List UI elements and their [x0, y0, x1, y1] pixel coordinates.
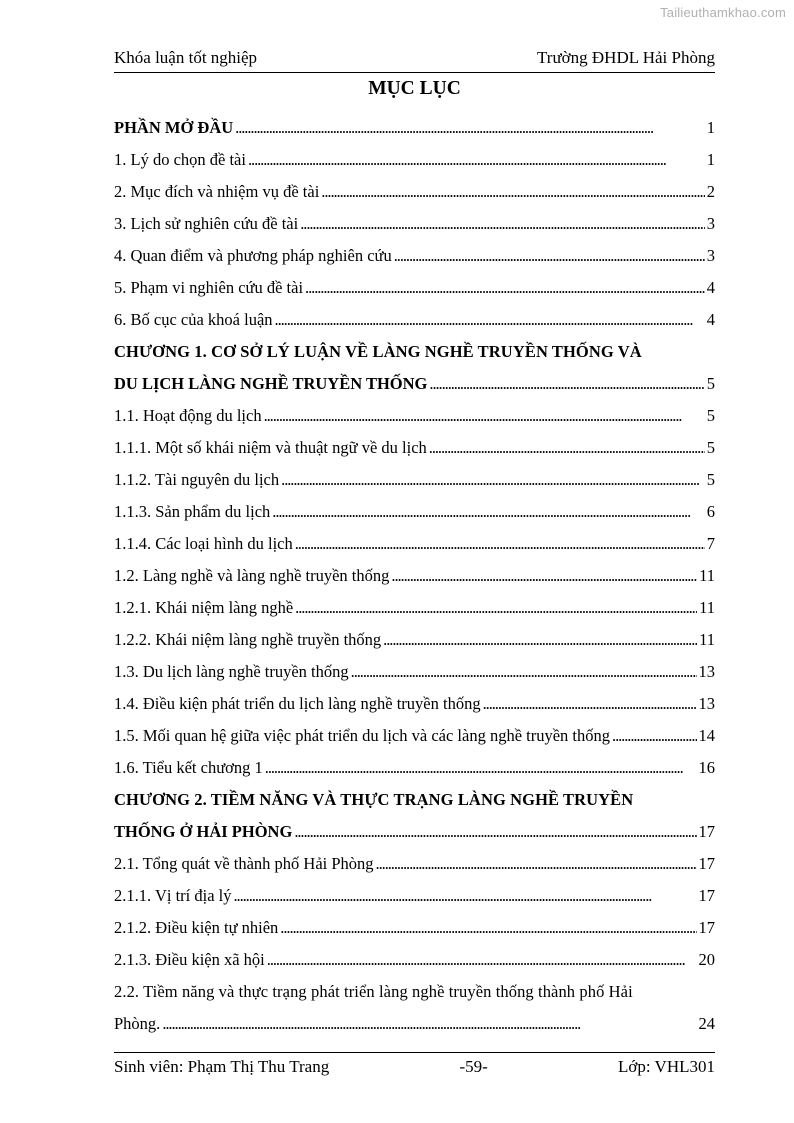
toc-item-page: 5 [706, 470, 715, 489]
page-title: MỤC LỤC [368, 78, 461, 99]
toc-item-page: 5 [706, 438, 715, 457]
page-footer [114, 1052, 715, 1077]
toc-leader-dots [391, 566, 697, 586]
toc-leader-dots [264, 406, 705, 426]
toc-item-page: 20 [698, 950, 715, 969]
toc-item-title: 1.2. Làng nghề và làng nghề truyền thống [114, 566, 390, 585]
toc-item-title: 1.5. Mối quan hệ giữa việc phát triển du lịch và các làng nghề truyền thống [114, 726, 611, 745]
toc-item[interactable] [114, 144, 715, 176]
toc-leader-dots [394, 246, 705, 266]
toc-item[interactable] [114, 912, 715, 944]
toc-item[interactable] [114, 432, 715, 464]
toc-leader-dots [267, 950, 697, 970]
toc-item-title: 1.1.4. Các loại hình du lịch [114, 534, 293, 553]
toc-item-title: 1. Lý do chọn đề tài [114, 150, 246, 169]
toc-leader-dots [235, 118, 705, 138]
toc-item-title: CHƯƠNG 1. CƠ SỞ LÝ LUẬN VỀ LÀNG NGHỀ TRUYỀN THỐNG VÀ [114, 342, 642, 361]
toc-item-page: 4 [706, 278, 715, 297]
toc-item[interactable] [114, 560, 715, 592]
toc-leader-dots [305, 278, 705, 298]
toc-item-page: 17 [698, 918, 715, 937]
toc-leader-dots [281, 470, 705, 490]
toc-leader-dots [233, 886, 696, 906]
table-of-contents [114, 112, 715, 1040]
toc-item-page: 17 [698, 822, 715, 841]
toc-item-title: 2.1.2. Điều kiện tự nhiên [114, 918, 279, 937]
toc-item-page: 11 [699, 598, 715, 617]
footer-student: Sinh viên: Phạm Thị Thu Trang [114, 1057, 330, 1076]
toc-item-page: 16 [698, 758, 715, 777]
toc-item-page: 3 [706, 246, 715, 265]
toc-item[interactable] [114, 944, 715, 976]
toc-item[interactable] [114, 112, 715, 144]
toc-item-page: 1 [706, 118, 715, 137]
toc-item-page: 5 [706, 374, 715, 393]
toc-leader-dots [351, 662, 697, 682]
toc-item[interactable] [114, 688, 715, 720]
toc-item-page: 13 [698, 662, 715, 681]
toc-item[interactable] [114, 720, 715, 752]
toc-item-page: 4 [706, 310, 715, 329]
toc-item[interactable] [114, 976, 715, 1008]
toc-leader-dots [429, 438, 705, 458]
toc-item-title: 2. Mục đích và nhiệm vụ đề tài [114, 182, 320, 201]
toc-item[interactable] [114, 464, 715, 496]
toc-leader-dots [275, 310, 705, 330]
toc-leader-dots [383, 630, 697, 650]
toc-leader-dots [483, 694, 697, 714]
toc-item-page: 5 [706, 406, 715, 425]
toc-leader-dots [272, 502, 704, 522]
toc-item-title: 1.4. Điều kiện phát triển du lịch làng nghề truyền thống [114, 694, 481, 713]
toc-item-title: 2.1.1. Vị trí địa lý [114, 886, 232, 905]
toc-leader-dots [295, 598, 697, 618]
toc-item-title: 1.2.1. Khái niệm làng nghề [114, 598, 294, 617]
toc-leader-dots [162, 1014, 696, 1034]
toc-item-title: 5. Phạm vi nghiên cứu đề tài [114, 278, 304, 297]
toc-item-page: 2 [706, 182, 715, 201]
toc-leader-dots [295, 534, 705, 554]
toc-item-title: Phòng. [114, 1014, 161, 1033]
toc-item[interactable] [114, 784, 715, 816]
toc-item[interactable] [114, 656, 715, 688]
toc-item-title: 6. Bố cục của khoá luận [114, 310, 273, 329]
toc-item-title: 1.1. Hoạt động du lịch [114, 406, 262, 425]
toc-item-title: 4. Quan điểm và phương pháp nghiên cứu [114, 246, 392, 265]
toc-leader-dots [294, 822, 696, 842]
toc-item-title: 1.3. Du lịch làng nghề truyền thống [114, 662, 349, 681]
footer-page-number: -59- [459, 1057, 488, 1076]
watermark: Tailieuthamkhao.com [660, 5, 786, 20]
toc-item-title: PHẦN MỞ ĐẦU [114, 118, 234, 137]
toc-item-page: 6 [706, 502, 715, 521]
toc-item[interactable] [114, 272, 715, 304]
toc-item-title: 1.2.2. Khái niệm làng nghề truyền thống [114, 630, 382, 649]
toc-leader-dots [265, 758, 697, 778]
toc-item-page: 11 [699, 566, 715, 585]
toc-item-title: 1.1.2. Tài nguyên du lịch [114, 470, 280, 489]
toc-item[interactable] [114, 496, 715, 528]
toc-item[interactable] [114, 176, 715, 208]
toc-item[interactable] [114, 752, 715, 784]
toc-item-page: 3 [706, 214, 715, 233]
toc-item-title: 3. Lịch sử nghiên cứu đề tài [114, 214, 299, 233]
toc-leader-dots [321, 182, 704, 202]
toc-item-page: 7 [706, 534, 715, 553]
toc-item-title: DU LỊCH LÀNG NGHỀ TRUYỀN THỐNG [114, 374, 428, 393]
toc-item-page: 1 [706, 150, 715, 169]
toc-item-title: 2.2. Tiềm năng và thực trạng phát triển làng nghề truyền thống thành phố Hải [114, 982, 633, 1001]
toc-item[interactable] [114, 400, 715, 432]
toc-leader-dots [280, 918, 696, 938]
toc-item-title: 1.1.1. Một số khái niệm và thuật ngữ về du lịch [114, 438, 427, 457]
header-right: Trường ĐHDL Hải Phòng [537, 48, 715, 67]
toc-item-page: 24 [698, 1014, 715, 1033]
footer-class: Lớp: VHL301 [618, 1057, 715, 1076]
toc-item[interactable] [114, 368, 715, 400]
toc-item[interactable] [114, 528, 715, 560]
toc-leader-dots [612, 726, 696, 746]
toc-item[interactable] [114, 624, 715, 656]
toc-item[interactable] [114, 848, 715, 880]
toc-leader-dots [300, 214, 705, 234]
toc-item-title: 2.1. Tổng quát về thành phố Hải Phòng [114, 854, 374, 873]
page-header [114, 48, 715, 73]
toc-item[interactable] [114, 816, 715, 848]
toc-item-page: 13 [698, 694, 715, 713]
toc-leader-dots [248, 150, 705, 170]
toc-item[interactable] [114, 336, 715, 368]
toc-item-page: 14 [698, 726, 715, 745]
toc-item[interactable] [114, 880, 715, 912]
toc-item-title: THỐNG Ở HẢI PHÒNG [114, 822, 293, 841]
toc-item[interactable] [114, 592, 715, 624]
header-left: Khóa luận tốt nghiệp [114, 48, 258, 67]
toc-item-title: 2.1.3. Điều kiện xã hội [114, 950, 265, 969]
toc-item[interactable] [114, 240, 715, 272]
toc-leader-dots [429, 374, 704, 394]
toc-item-title: 1.1.3. Sản phẩm du lịch [114, 502, 271, 521]
toc-leader-dots [376, 854, 697, 874]
toc-item[interactable] [114, 304, 715, 336]
toc-item-title: 1.6. Tiểu kết chương 1 [114, 758, 263, 777]
toc-item-page: 17 [698, 886, 715, 905]
toc-item-page: 11 [699, 630, 715, 649]
toc-item[interactable] [114, 208, 715, 240]
toc-item[interactable] [114, 1008, 715, 1040]
toc-item-title: CHƯƠNG 2. TIỀM NĂNG VÀ THỰC TRẠNG LÀNG NGHỀ TRUYỀN [114, 790, 634, 809]
toc-item-page: 17 [698, 854, 715, 873]
